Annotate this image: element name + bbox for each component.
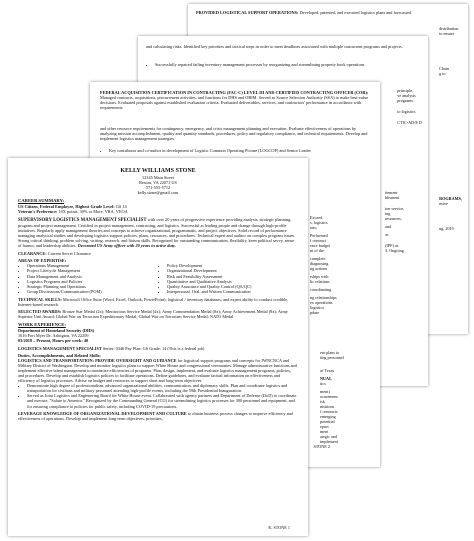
expertise-list xyxy=(18,263,298,294)
expertise-item: • Interpersonal, Oral, and Written Communication xyxy=(167,289,298,294)
expertise-heading: AREAS OF EXPERTISE: xyxy=(18,258,67,264)
technical-skills: TECHNICAL SKILLS: Microsoft Office Suite (Word, Excel, Outlook, PowerPoint); logistical / inventory databases; and expert ability to conduct credible, Internet-based research. xyxy=(18,296,289,307)
page3-text: and calculating risks. Identified key priorities and tactical steps in order to meet deadlines associated with multiple concurrent programs and projects. xyxy=(146,44,403,49)
expertise-item: • Strategic Planning and Operations xyxy=(27,284,158,289)
expertise-item: • Operations Management xyxy=(27,263,158,268)
employer-address: 1616 Fort Myer Dr. Arlington, VA 22209 xyxy=(18,333,89,339)
page2-heading: FEDERAL ACQUISITION CERTIFICATION IN CONTRACTING (FAC-C) LEVEL III AND CERTIFIED CONTRACTING OFFICER (COR): Managed contracts, acquisitions, procurement activities, and functions for DHS and OBIM. Served as Source Selection Authority (SSA) to make best-value decisions. Evaluated proposals against established evaluation criteria. Evaluated deliverables, services, and contractors' performance in accordance with requirements. xyxy=(100,90,369,111)
employer: Department of Homeland Security (DHS) xyxy=(18,328,95,334)
expertise-item: • Project Lifecycle Management xyxy=(27,268,158,273)
page2-text: and other resource requirements for contingency, emergency, and crisis management planning and execution. Evaluate effectiveness of operations by analyzing mission accomplishment, quality and quantity standards, procedures, policy and regulatory compliance, and technical requirements. Develop and implement logistics management strategies. xyxy=(100,126,368,142)
duty-1-bullets xyxy=(18,383,298,408)
job-dates: 03/2018 – Present, Hours per week: 40 xyxy=(18,338,89,344)
list-item: • Demonstrate high degree of professionalism, advanced organizational abilities, communication, and diplomacy skills. Plan and coordinate logistics and transportation for civilians and military personnel attending high-profile events, including the 59th Presidential Inauguration. xyxy=(27,383,298,393)
expertise-item: • Organizational Development xyxy=(167,268,298,273)
duties-heading: Duties, Accomplishments, and Related Skills: xyxy=(18,352,101,358)
veteran-line: Veteran's Preference: 10X points, 30% or More, VRA, VEOA xyxy=(18,209,128,215)
email: kelly.stone@gmail.com xyxy=(137,190,179,196)
phone: 571-555-5712 xyxy=(145,185,171,191)
page3-edge-text: ent plans to ting personnel of Texas NUAL tics ment) ocurement isk nisitions f contracts emerging potential eport ment ategic and implement xyxy=(320,350,344,444)
job-title-line: LOGISTICS MANAGEMENT SPECIALIST Series: 0346 Pay Plan: GS Grade: 14 (This is a federal job) xyxy=(18,345,205,351)
expertise-item: • Group Discussions/Communication (POM) xyxy=(27,289,158,294)
expertise-item: • Risk and Feasibility Assessment xyxy=(167,274,298,279)
address: 12345 Main Street xyxy=(142,175,174,180)
expertise-item: • Logistics Programs and Policies xyxy=(27,279,158,284)
expertise-item: • Quality Assurance and Quality Control (QA/QC) xyxy=(167,284,298,289)
page2-footer: STONE 2 xyxy=(313,444,330,449)
page4-heading: PROVIDED LOGISTICAL SUPPORT OPERATIONS: Developed, patented, and executed logistics plans and forecasted xyxy=(196,10,412,15)
expertise-item: • Data Management and Analysis xyxy=(27,274,158,279)
selected-awards: SELECTED AWARDS: Bronze Star Medal (2x); Meritorious Service Medal (4x); Army Commendation Medal (8x); Army Achievement Medal (8x); Army Superior Unit Award; Global War on Terrorism Expeditionary Medal; Global War on Terrorism Service Medal; NATO Medal xyxy=(18,309,288,320)
clearance-line: CLEARANCE: Current Secret Clearance xyxy=(18,251,91,257)
citizen-line: US Citizen, Federal Employee, Highest Grade Level: GS 14 xyxy=(18,204,127,210)
expertise-item: • Quantitative and Qualitative Analysis xyxy=(167,279,298,284)
resume-header xyxy=(8,168,308,195)
career-summary-heading: CAREER SUMMARY: xyxy=(18,198,64,204)
work-experience-heading: WORK EXPERIENCE: xyxy=(18,322,66,328)
resume-page-1 xyxy=(8,158,308,536)
list-item: • Served as Joint Logistics and Engineering Board for White House event. Collaborated with agency partners and Department of Defense (DoD) to coordinate and execute, "Salute to America." Recognized by the Commanding General (CG) for streamlining logistics processes for 300 personnel and equipment, and for ensuring compliance to policies for public safety, including COVID-19 precautions. xyxy=(27,393,298,408)
expertise-item: • Policy Development xyxy=(167,263,298,268)
page4-snippets: distribution to ensure Chain g to ROGRAMS, nsive ng, 2019 xyxy=(439,26,462,231)
page1-footer: K. STONE 1 xyxy=(268,525,290,530)
page3-bullets: • Successfully repaired failing inventory management processes by reorganizing and streamlining property book operations xyxy=(146,62,421,67)
page2-bullets: • Key contributor and co-author in development of Logistic Common Operating Picture (LOGCOP) and Senior Leader xyxy=(100,148,375,153)
duty-1: LOGISTICS AND TRANSPORTATION: PROVIDE OVERSIGHT AND GUIDANCE for logistical support programs and concepts for JWNCNCA and Military District of Washington. Develop and monitor logistics plans to support White House and congressional ceremonies. Manage administrative functions and implement effective talent management to maximize efficiencies of programs. Plan, design, implement, and evaluate logistics management programs, policies, and procedures. Develop and establish logistics policies to facilitate operations. Define guidelines, and evaluate factual information on effectiveness and efficiency of logistics processes. Advise on budget and resources to support short and long-term objectives. xyxy=(18,357,297,384)
candidate-name: KELLY WILLIAMS STONE xyxy=(120,168,196,174)
page3-side-snippets: principle, ve analysis programs. to logistics CTIC-AD/E D xyxy=(397,88,422,125)
page4-edge-text: ttement blisment ion service, ing resources, and as (IPP) as 3. Ongoing xyxy=(385,190,405,253)
summary-paragraph: SUPERVISORY LOGISTICS MANAGEMENT SPECIALIST with over 20 years of progressive experience providing analysis, strategic planning, program and project management. Certified in project management, contracting, and logistics. Successful at leading people and change through high-profile initiatives. Regularly apply management theories and concepts to achieve organizational, programmatic, and project objectives. Solid record of performance managing analytical studies and developing logistics support policies, plans, resources, and procedures. Technical expert and auditor on complex program issues. Strong critical thinking, problem solving, writing, research, and liaison skills. Recognized for outstanding communication, flexibility, keen political savvy, sense of humor, and leadership abilities. Decorated US Army officer with 20 years in active duty. xyxy=(18,216,296,249)
page2-edge-text: Exceed s, logistics ons; Performed f contract ence budget nt of the complete diagnosing ng actions rships with lic relations coordinating ng relationships ex operations logistics pdate xyxy=(310,215,337,315)
duty-2: LEVERAGE KNOWLEDGE OF ORGANIZATIONAL DEVELOPMENT AND CULTURE to obtain business process changes to improve efficiency and effectiveness of operations. Develop and implement long-term objectives, priorities, xyxy=(18,410,293,421)
city: Reston, VA 22071 US xyxy=(139,180,177,186)
